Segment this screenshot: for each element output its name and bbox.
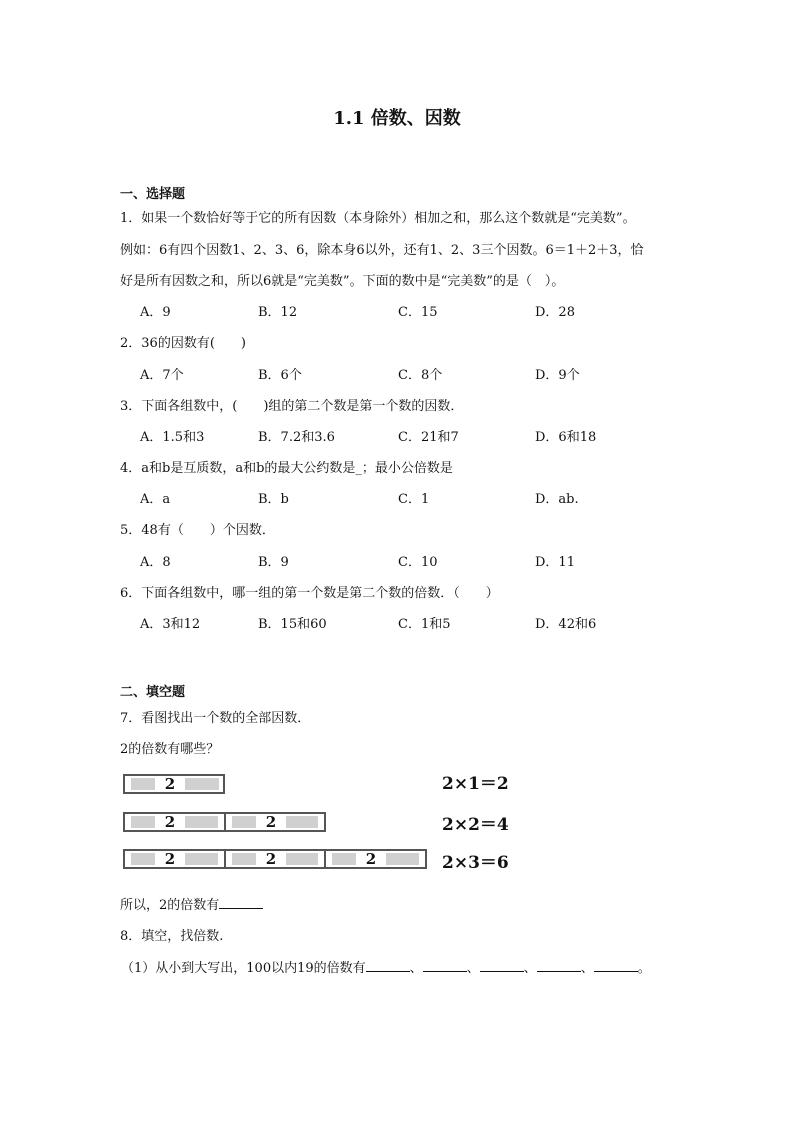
q6-option-c[interactable]: C．1和5 — [398, 617, 451, 632]
q5-option-a[interactable]: A．8 — [140, 555, 171, 570]
q8-sub-text: （1）从小到大写出，100以内19的倍数有 — [121, 961, 366, 976]
q6-option-b[interactable]: B．15和60 — [258, 617, 327, 632]
q1-line-2: 例如：6有四个因数1、2、3、6，除本身6以外，还有1、2、3三个因数。6＝1＋2＋3，恰 — [120, 243, 644, 258]
q5-text: 5．48有（ ）个因数． — [120, 523, 275, 538]
q2-text: 2．36的因数有( ) — [120, 336, 246, 351]
segment-label: 2 — [155, 851, 185, 867]
q2-option-a[interactable]: A．7个 — [140, 368, 184, 383]
q4-text: 4．a和b是互质数，a和b的最大公约数是_；最小公倍数是 — [120, 461, 453, 476]
answer-blank[interactable] — [537, 959, 581, 972]
bar-segment — [326, 851, 425, 867]
separator: 、 — [466, 961, 480, 976]
answer-blank[interactable] — [423, 959, 467, 972]
q1-option-c[interactable]: C．15 — [398, 305, 438, 320]
q3-option-b[interactable]: B．7.2和3.6 — [258, 430, 335, 445]
q6-option-d[interactable]: D．42和6 — [535, 617, 597, 632]
q2-option-c[interactable]: C．8个 — [398, 368, 443, 383]
q3-option-a[interactable]: A．1.5和3 — [140, 430, 205, 445]
segment-label: 2 — [256, 851, 286, 867]
q1-line-3: 好是所有因数之和，所以6就是“完美数”。下面的数中是“完美数”的是（ ）。 — [120, 274, 565, 289]
q7-subtitle: 2的倍数有哪些？ — [120, 742, 220, 757]
q7-answer-prefix: 所以，2的倍数有 — [120, 898, 220, 913]
q7-answer-line — [120, 894, 263, 913]
end-mark: 。 — [637, 961, 651, 976]
equation-3: 2×3＝6 — [442, 853, 509, 873]
q3-option-d[interactable]: D．6和18 — [535, 430, 597, 445]
answer-blank[interactable] — [594, 959, 638, 972]
q8-sub-line — [121, 957, 651, 976]
separator: 、 — [523, 961, 537, 976]
segment-label: 2 — [155, 776, 185, 792]
q4-option-a[interactable]: A．a — [140, 492, 171, 507]
q7-text: 7．看图找出一个数的全部因数． — [120, 711, 311, 726]
q1-option-a[interactable]: A．9 — [140, 305, 171, 320]
q5-option-c[interactable]: C．10 — [398, 555, 438, 570]
q4-option-c[interactable]: C．1 — [398, 492, 430, 507]
segment-label: 2 — [356, 851, 386, 867]
bar-segment — [226, 851, 326, 867]
multiple-bar-1 — [123, 774, 225, 794]
bar-segment — [125, 776, 225, 792]
q4-option-b[interactable]: B．b — [258, 492, 289, 507]
q6-option-a[interactable]: A．3和12 — [140, 617, 201, 632]
q5-option-b[interactable]: B．9 — [258, 555, 289, 570]
section-fill-heading: 二、填空题 — [120, 685, 186, 700]
q1-line-1: 1．如果一个数恰好等于它的所有因数（本身除外）相加之和，那么这个数就是“完美数”。 — [120, 211, 636, 226]
answer-blank[interactable] — [366, 959, 410, 972]
segment-label: 2 — [155, 814, 185, 830]
q6-text: 6．下面各组数中，哪一组的第一个数是第二个数的倍数．（ ） — [120, 586, 499, 601]
q4-option-d[interactable]: D．ab. — [535, 492, 579, 507]
equation-1: 2×1＝2 — [442, 774, 509, 794]
bar-segment — [125, 851, 226, 867]
section-choice-heading: 一、选择题 — [120, 187, 186, 202]
q1-option-d[interactable]: D．28 — [535, 305, 575, 320]
q2-option-b[interactable]: B．6个 — [258, 368, 302, 383]
multiple-bar-2 — [123, 812, 326, 832]
q8-text: 8．填空，找倍数. — [120, 929, 224, 944]
equation-2: 2×2＝4 — [442, 815, 509, 835]
page-title: 1.1 倍数、因数 — [333, 108, 461, 129]
answer-blank[interactable] — [480, 959, 524, 972]
q3-option-c[interactable]: C．21和7 — [398, 430, 459, 445]
separator: 、 — [409, 961, 423, 976]
q3-text: 3．下面各组数中，( )组的第二个数是第一个数的因数． — [120, 399, 464, 414]
bar-segment — [125, 814, 226, 830]
q1-option-b[interactable]: B．12 — [258, 305, 298, 320]
q2-option-d[interactable]: D．9个 — [535, 368, 580, 383]
bar-segment — [226, 814, 324, 830]
multiple-bar-3 — [123, 849, 427, 869]
separator: 、 — [580, 961, 594, 976]
q5-option-d[interactable]: D．11 — [535, 555, 575, 570]
answer-blank[interactable] — [219, 896, 263, 909]
segment-label: 2 — [256, 814, 286, 830]
